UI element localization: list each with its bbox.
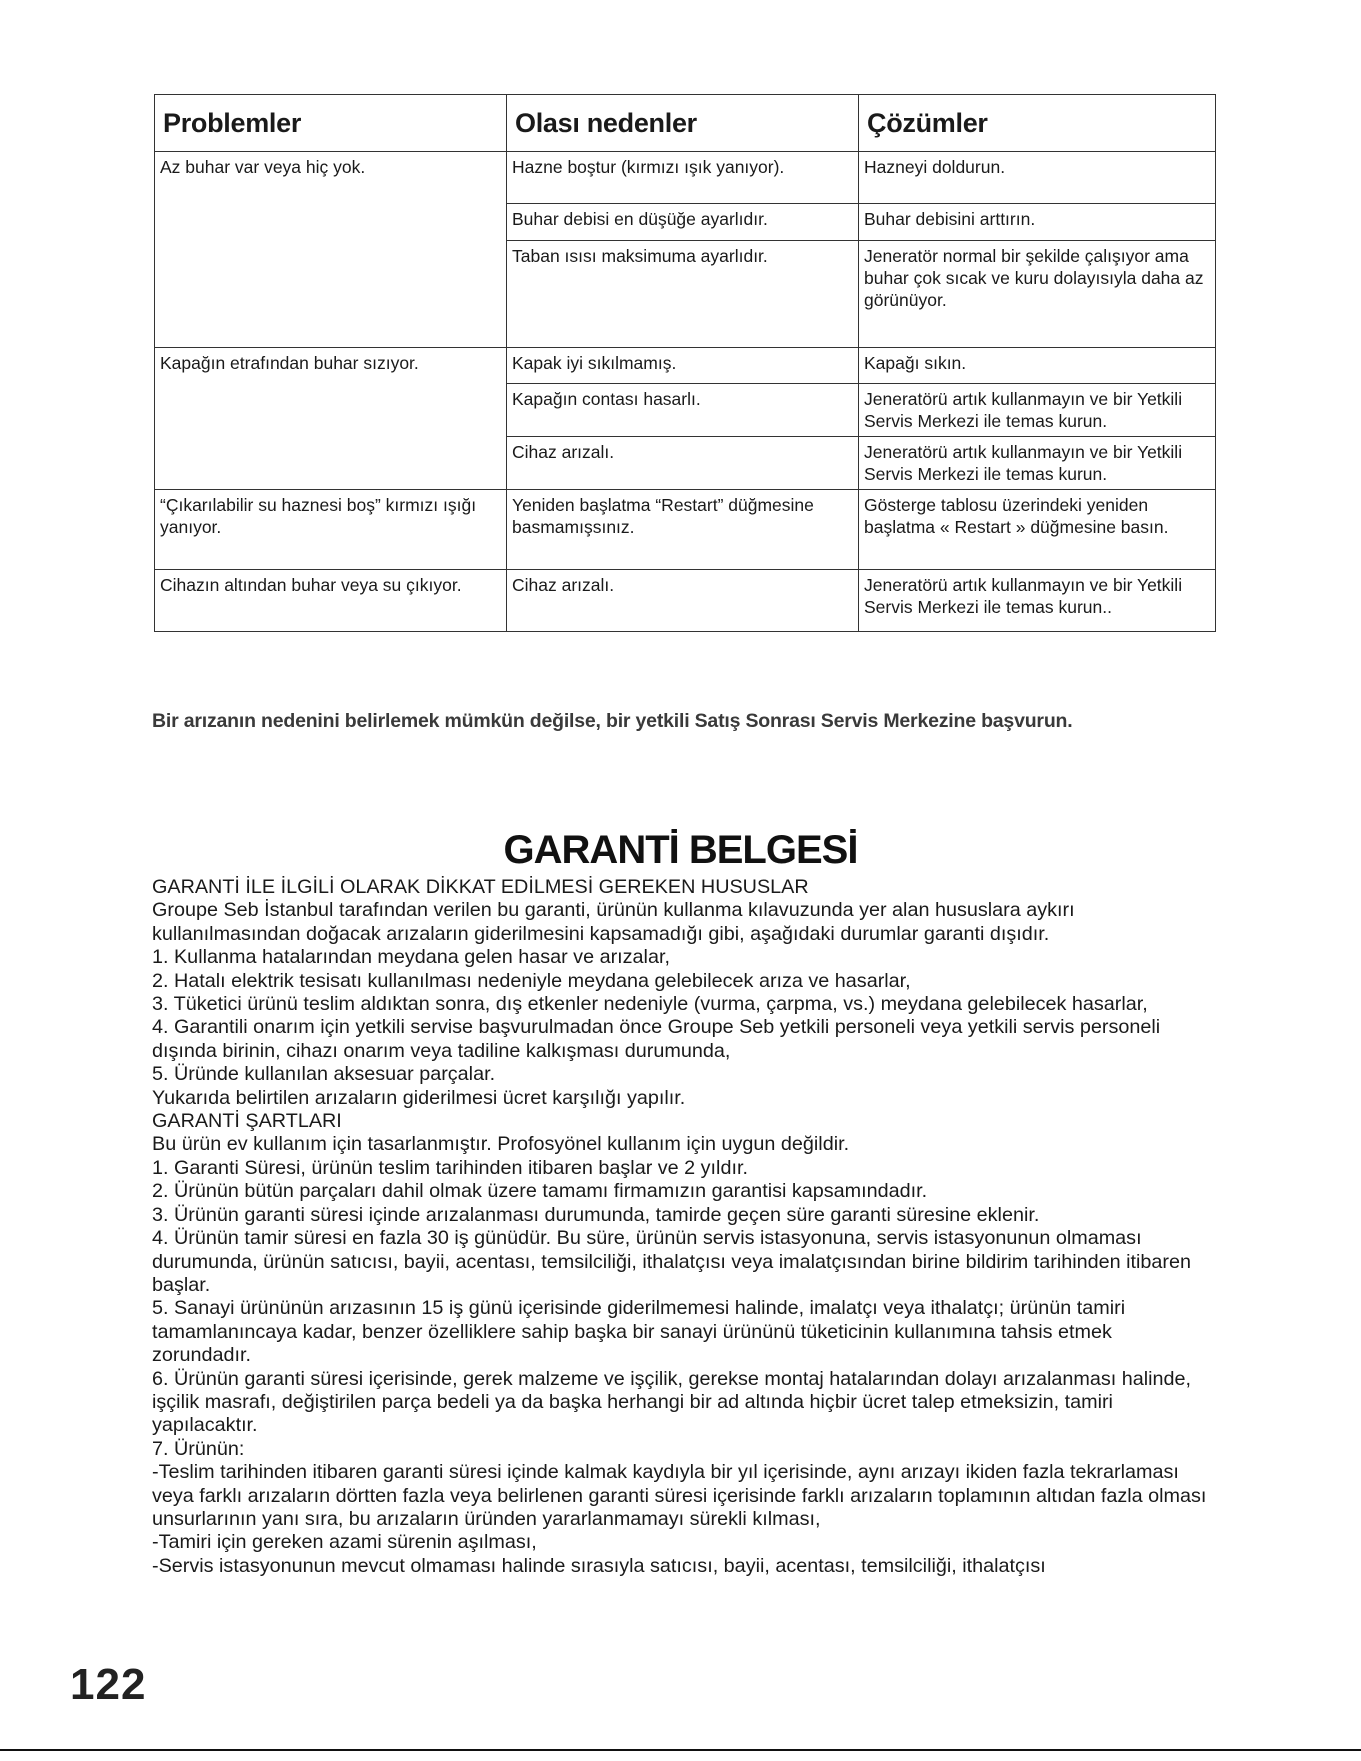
header-solutions: Çözümler — [859, 95, 1216, 152]
page-number: 122 — [70, 1660, 147, 1709]
troubleshooting-table — [154, 94, 1216, 632]
warranty-paragraph: -Tamiri için gereken azami sürenin aşılması, — [152, 1531, 537, 1554]
warranty-paragraph: Bu ürün ev kullanım için tasarlanmıştır. Profosyönel kullanım için uygun değildir. — [152, 1133, 850, 1156]
solution-cell: Jeneratörü artık kullanmayın ve bir Yetkili Servis Merkezi ile temas kurun.. — [859, 570, 1216, 632]
solution-cell: Jeneratörü artık kullanmayın ve bir Yetkili Servis Merkezi ile temas kurun. — [859, 384, 1216, 437]
warranty-paragraph: 6. Ürünün garanti süresi içerisinde, gerek malzeme ve işçilik, gerekse montaj hatalarından dolayı arızalanması halinde, işçilik masrafı, değiştirilen parça bedeli ya da başka herhangi bir ad altında hiçbir ücret talep etmeksizin, tamiri yapılacaktır. — [152, 1367, 1192, 1437]
cause-cell: Kapağın contası hasarlı. — [507, 384, 859, 437]
solution-cell: Gösterge tablosu üzerindeki yeniden başlatma « Restart » düğmesine basın. — [859, 490, 1216, 570]
cause-cell: Cihaz arızalı. — [507, 570, 859, 632]
problem-cell: Kapağın etrafından buhar sızıyor. — [155, 348, 507, 490]
cause-cell: Taban ısısı maksimuma ayarlıdır. — [507, 241, 859, 348]
warranty-paragraph: 2. Hatalı elektrik tesisatı kullanılması nedeniyle meydana gelebilecek arıza ve hasarlar, — [152, 969, 911, 992]
service-note: Bir arızanın nedenini belirlemek mümkün değilse, bir yetkili Satış Sonrası Servis Merkezine başvurun. — [152, 710, 1073, 732]
warranty-title: GARANTİ BELGESİ — [503, 828, 858, 872]
solution-cell: Hazneyi doldurun. — [859, 152, 1216, 204]
cause-cell: Kapak iyi sıkılmamış. — [507, 348, 859, 384]
solution-cell: Buhar debisini arttırın. — [859, 204, 1216, 241]
solution-cell: Jeneratör normal bir şekilde çalışıyor ama buhar çok sıcak ve kuru dolayısıyla daha az görünüyor. — [859, 241, 1216, 348]
warranty-paragraph: 3. Ürünün garanti süresi içinde arızalanması durumunda, tamirde geçen süre garanti süresine eklenir. — [152, 1203, 1040, 1226]
problem-cell: “Çıkarılabilir su haznesi boş” kırmızı ışığı yanıyor. — [155, 490, 507, 570]
warranty-paragraph: 1. Kullanma hatalarından meydana gelen hasar ve arızalar, — [152, 946, 670, 969]
table-row — [155, 570, 1216, 632]
warranty-paragraph: -Servis istasyonunun mevcut olmaması halinde sırasıyla satıcısı, bayii, acentası, temsilciliği, ithalatçısı — [152, 1554, 1046, 1577]
solution-cell: Jeneratörü artık kullanmayın ve bir Yetkili Servis Merkezi ile temas kurun. — [859, 437, 1216, 490]
table-row — [155, 152, 1216, 204]
table-row — [155, 490, 1216, 570]
cause-cell: Cihaz arızalı. — [507, 437, 859, 490]
warranty-paragraph: GARANTİ İLE İLGİLİ OLARAK DİKKAT EDİLMESİ GEREKEN HUSUSLAR — [152, 876, 809, 898]
warranty-paragraph: 4. Ürünün tamir süresi en fazla 30 iş günüdür. Bu süre, ürünün servis istasyonuna, servis istasyonunun olmaması durumunda, ürünün satıcısı, bayii, acentası, temsilciliği, ithalatçısı veya imalatçısından birine bildirim tarihinden itibaren başlar. — [152, 1227, 1192, 1296]
warranty-paragraph: 5. Sanayi ürününün arızasının 15 iş günü içerisinde giderilmemesi halinde, imalatçı veya ithalatçı; ürünün tamiri tamamlanıncaya kadar, benzer özelliklere sahip başka bir sanayi ürününü tüketicinin kullanımına tahsis etmek zorundadır. — [152, 1297, 1126, 1367]
header-possible-causes: Olası nedenler — [507, 95, 859, 152]
warranty-paragraph: 7. Ürünün: — [152, 1437, 245, 1460]
solution-cell: Kapağı sıkın. — [859, 348, 1216, 384]
warranty-paragraph: -Teslim tarihinden itibaren garanti süresi içinde kalmak kaydıyla bir yıl içerisinde, aynı arızayı ikiden fazla tekrarlaması veya farklı arızaların dörtten fazla veya belirlenen garanti süresi içerisinde farklı arızaların toplamının altıdan fazla olması unsurlarının yanı sıra, bu arızaların üründen yararlanmamayı sürekli kılması, — [152, 1461, 1207, 1530]
warranty-paragraph: Groupe Seb İstanbul tarafından verilen bu garanti, ürünün kullanma kılavuzunda yer alan hususlara aykırı kullanılmasından doğacak arızaların giderilmesini kapsamadığı gibi, aşağıdaki durumlar garanti dışıdır. — [152, 899, 1075, 945]
warranty-paragraph: 2. Ürünün bütün parçaları dahil olmak üzere tamamı firmamızın garantisi kapsamındadır. — [152, 1180, 928, 1203]
warranty-paragraph: Yukarıda belirtilen arızaların giderilmesi ücret karşılığı yapılır. — [152, 1086, 686, 1109]
table-header-row — [155, 95, 1216, 152]
cause-cell: Yeniden başlatma “Restart” düğmesine basmamışsınız. — [507, 490, 859, 570]
problem-cell: Cihazın altından buhar veya su çıkıyor. — [155, 570, 507, 632]
table-row — [155, 348, 1216, 384]
warranty-paragraph: 4. Garantili onarım için yetkili servise başvurulmadan önce Groupe Seb yetkili personeli veya yetkili servis personeli dışında birinin, cihazı onarım veya tadiline kalkışması durumunda, — [152, 1016, 1161, 1062]
warranty-paragraph: 1. Garanti Süresi, ürünün teslim tarihinden itibaren başlar ve 2 yıldır. — [152, 1156, 748, 1179]
header-problems: Problemler — [155, 95, 507, 152]
footer-rule — [0, 1749, 1361, 1751]
cause-cell: Buhar debisi en düşüğe ayarlıdır. — [507, 204, 859, 241]
warranty-paragraph: 3. Tüketici ürünü teslim aldıktan sonra, dış etkenler nedeniyle (vurma, çarpma, vs.) meydana gelebilecek hasarlar, — [152, 993, 1148, 1016]
warranty-paragraph: GARANTİ ŞARTLARI — [152, 1110, 342, 1133]
warranty-text — [152, 876, 1212, 1578]
warranty-paragraph: 5. Üründe kullanılan aksesuar parçalar. — [152, 1063, 496, 1086]
cause-cell: Hazne boştur (kırmızı ışık yanıyor). — [507, 152, 859, 204]
problem-cell: Az buhar var veya hiç yok. — [155, 152, 507, 348]
